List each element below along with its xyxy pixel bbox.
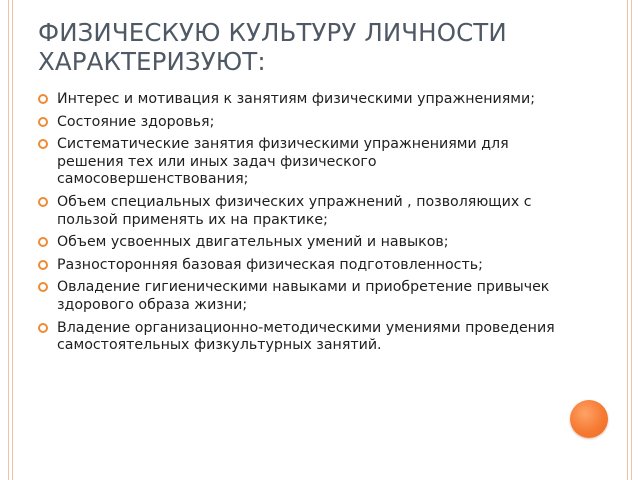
- circle-outline-icon: [38, 94, 48, 104]
- list-item-text: Состояние здоровья;: [57, 113, 215, 130]
- list-item-text: Владение организационно-методическими умениями проведения самостоятельных физкультурных занятий.: [57, 319, 555, 354]
- right-frame-line-inner: [627, 0, 628, 480]
- circle-outline-icon: [38, 260, 48, 270]
- list-item-text: Объем усвоенных двигательных умений и навыков;: [57, 234, 449, 251]
- circle-outline-icon: [38, 282, 48, 292]
- list-item-text: Разносторонняя базовая физическая подготовленность;: [57, 256, 483, 273]
- list-item-text: Интерес и мотивация к занятиям физическими упражнениями;: [57, 91, 536, 107]
- list-item: [38, 114, 558, 132]
- circle-outline-icon: [38, 117, 48, 127]
- list-item-text: Овладение гигиеническими навыками и приобретение привычек здорового образа жизни;: [57, 279, 550, 313]
- list-item: [38, 320, 558, 355]
- left-frame-line: [8, 0, 9, 480]
- circle-outline-icon: [38, 197, 48, 207]
- list-item-text: Систематические занятия физическими упражнениями для решения тех или иных задач физического самосовершенствования;: [57, 136, 509, 188]
- circle-outline-icon: [38, 139, 48, 149]
- list-item: [38, 234, 558, 252]
- slide-title: ФИЗИЧЕСКУЮ КУЛЬТУРУ ЛИЧНОСТИ ХАРАКТЕРИЗУЮТ:: [38, 18, 507, 76]
- right-frame-line: [631, 0, 632, 480]
- left-frame-line-inner: [12, 0, 13, 480]
- circle-outline-icon: [38, 237, 48, 247]
- circle-outline-icon: [38, 323, 48, 333]
- list-item: [38, 279, 558, 314]
- list-item: [38, 136, 558, 189]
- decorative-circle-icon: [570, 400, 608, 438]
- bullet-list: [38, 91, 558, 360]
- list-item: [38, 91, 558, 109]
- list-item: [38, 194, 558, 229]
- list-item: [38, 257, 558, 275]
- list-item-text: Объем специальных физических упражнений , позволяющих с пользой применять их на практике;: [57, 193, 532, 228]
